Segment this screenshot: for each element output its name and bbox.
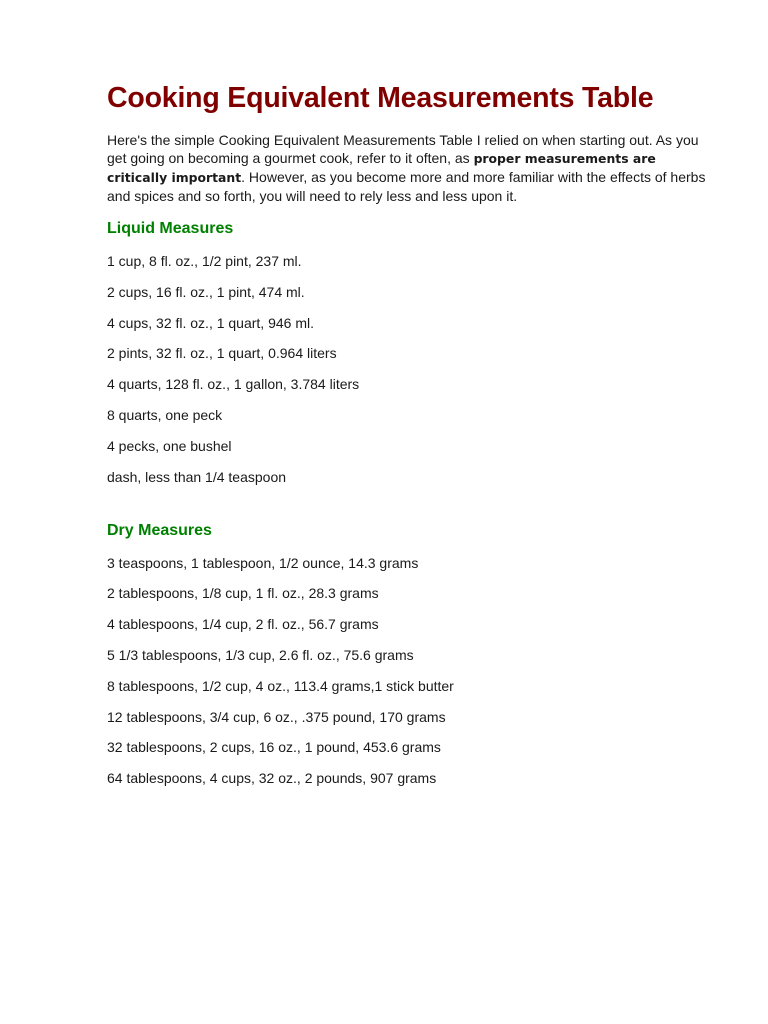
list-item: 2 cups, 16 fl. oz., 1 pint, 474 ml. — [107, 283, 305, 300]
list-item: 4 quarts, 128 fl. oz., 1 gallon, 3.784 liters — [107, 376, 360, 393]
list-item: dash, less than 1/4 teaspoon — [107, 468, 287, 485]
intro-text-end: . However, as you become more and more familiar with the effects of herbs and spices and so forth, you will need to rely less and less upon it. — [107, 169, 706, 204]
list-item: 8 tablespoons, 1/2 cup, 4 oz., 113.4 grams,1 stick butter — [107, 677, 454, 694]
list-item: 2 tablespoons, 1/8 cup, 1 fl. oz., 28.3 grams — [107, 585, 379, 602]
list-item: 4 cups, 32 fl. oz., 1 quart, 946 ml. — [107, 314, 314, 331]
intro-emphasis: proper measurements are critically important — [107, 151, 656, 185]
list-item: 4 tablespoons, 1/4 cup, 2 fl. oz., 56.7 grams — [107, 616, 379, 633]
page-title: Cooking Equivalent Measurements Table — [107, 82, 654, 114]
list-item: 32 tablespoons, 2 cups, 16 oz., 1 pound, 453.6 grams — [107, 739, 441, 756]
dry-measures-list — [107, 554, 717, 788]
intro-text-start: Here's the simple Cooking Equivalent Measurements Table I relied on when starting out. As you get going on becoming a gourmet cook, refer to it often, as — [107, 132, 699, 166]
liquid-measures-heading: Liquid Measures — [107, 220, 234, 237]
intro-paragraph — [107, 131, 715, 205]
list-item: 64 tablespoons, 4 cups, 32 oz., 2 pounds, 907 grams — [107, 770, 437, 787]
list-item: 12 tablespoons, 3/4 cup, 6 oz., .375 pound, 170 grams — [107, 708, 446, 725]
list-item: 8 quarts, one peck — [107, 406, 223, 423]
list-item: 4 pecks, one bushel — [107, 437, 232, 454]
dry-measures-heading: Dry Measures — [107, 521, 212, 539]
liquid-measures-list — [107, 252, 717, 486]
list-item: 2 pints, 32 fl. oz., 1 quart, 0.964 liters — [107, 345, 337, 362]
list-item: 1 cup, 8 fl. oz., 1/2 pint, 237 ml. — [107, 253, 302, 269]
list-item: 5 1/3 tablespoons, 1/3 cup, 2.6 fl. oz., 75.6 grams — [107, 646, 414, 663]
list-item: 3 teaspoons, 1 tablespoon, 1/2 ounce, 14.3 grams — [107, 554, 419, 571]
document-page — [107, 80, 717, 787]
